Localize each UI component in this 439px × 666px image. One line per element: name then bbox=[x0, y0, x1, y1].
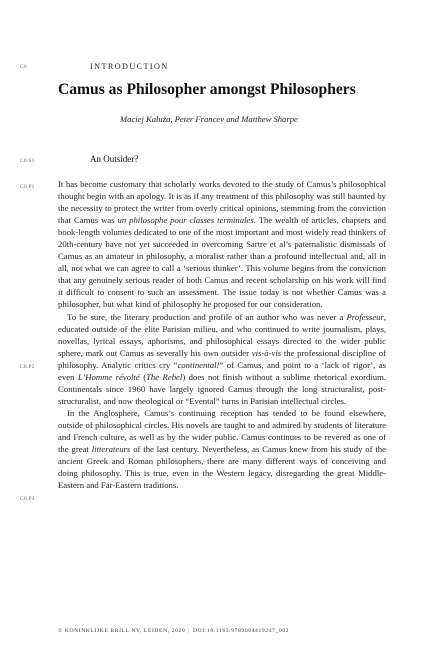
footer-copyright: © KONINKLIJKE BRILL NV, LEIDEN, 2020 bbox=[58, 628, 186, 634]
margin-note-c0-p3: C0.P3 bbox=[20, 496, 35, 502]
paragraph-2-italic-5: The Rebel bbox=[146, 371, 183, 382]
margin-note-c0-s1: C0.S1 bbox=[20, 158, 35, 164]
page-footer bbox=[58, 628, 386, 634]
paragraph-2-italic-4: L’Homme révolté bbox=[77, 371, 140, 382]
paragraph-1-italic-1: un philosophe pour classes terminales bbox=[117, 215, 254, 226]
paragraph-3-text-2: of the last century. Nevertheless, as Camus knew from his study of the ancient Greek and Roman philosophers, there are many different ways of conceiving and doing philosophy. This is true, even in the Western legacy, disregarding the great Middle-Eastern and Far-Eastern traditions. bbox=[58, 444, 386, 491]
section-heading: An Outsider? bbox=[90, 154, 139, 164]
paragraph-2-text-2: , educated outside of the elite Parisian milieu, and who continued to write journalism, plays, novellas, lyrical essays, aphorisms, and philosophical essays directed to the wider public sphere, mark out Camus as severally his own outsider bbox=[58, 311, 386, 358]
chapter-authors: Maciej Kałuża, Peter Francev and Matthew Sharpe bbox=[120, 114, 298, 124]
margin-note-c0: C0 bbox=[20, 64, 27, 70]
paragraph-2-text-6: ) does not finish without a sublime rhetorical exordium. Continentals since 1960 have largely ignored Camus through the long structuralist, post-structuralist, and now theological or “Evental” turns in Parisian intellectual circles. bbox=[58, 371, 386, 406]
paragraph-2-text-4: ” of Camus, and point to a ‘lack of rigor’, as even bbox=[58, 359, 386, 382]
paragraph-3 bbox=[58, 407, 386, 491]
paragraph-2-italic-1: Professeur bbox=[346, 311, 384, 322]
paragraph-2-text-5: ( bbox=[139, 371, 147, 382]
paragraph-2 bbox=[58, 311, 386, 407]
footer-doi: DOI:10.1163/9789004419247_002 bbox=[193, 628, 290, 634]
paragraph-1 bbox=[58, 178, 386, 311]
margin-note-c0-p2: C0.P2 bbox=[20, 364, 35, 370]
paragraph-3-text-1: In the Anglosphere, Camus’s continuing reception has tended to be found elsewhere, outside of philosophical circles. His novels are taught to and admired by students of literature and French culture, as well as by the wider public. Camus continues to be revered as one of the great bbox=[58, 407, 386, 455]
paragraph-2-text-3: the professional discipline of philosophy. Analytic critics cry “ bbox=[58, 347, 386, 370]
chapter-label: INTRODUCTION bbox=[90, 62, 169, 71]
margin-note-c0-p1: C0.P1 bbox=[20, 184, 35, 190]
chapter-title: Camus as Philosopher amongst Philosophers bbox=[58, 81, 356, 98]
paragraph-1-text-1: It has become customary that scholarly works devoted to the study of Camus’s philosophical thought begin with an apology. It is as if any treatment of this philosophy was still haunted by the necessity to protect the writer from overly critical opinions, stemming from the conviction that Camus was bbox=[58, 179, 386, 226]
paragraph-2-text-1: To be sure, the literary production and profile of an author who was never a bbox=[67, 311, 347, 322]
paragraph-2-italic-3: continental! bbox=[177, 359, 220, 370]
footer-separator: | bbox=[188, 628, 191, 634]
paragraph-2-italic-2: vis-à-vis bbox=[251, 347, 282, 358]
paragraph-1-text-2: . The wealth of articles, chapters and book-length volumes dedicated to one of the most important and most widely read thinkers of 20th-century have not yet succeeded in overcoming Sartre et al’s paternalistic dismissals of Camus as an amateur in philosophy, a moralist rather than a profound intellectual and, all in all, not what we can agree to call a ‘serious thinker’. This volume begins from the conviction that any genuinely serious reader of both Camus and recent scholarship on his work will find it difficult to consent to such an assessment. The issue today is not whether Camus was a philosopher, but what kind of philosophy he proposed for our consideration. bbox=[58, 215, 387, 310]
body-text bbox=[58, 178, 386, 491]
paragraph-3-italic-1: litterateurs bbox=[91, 444, 131, 455]
